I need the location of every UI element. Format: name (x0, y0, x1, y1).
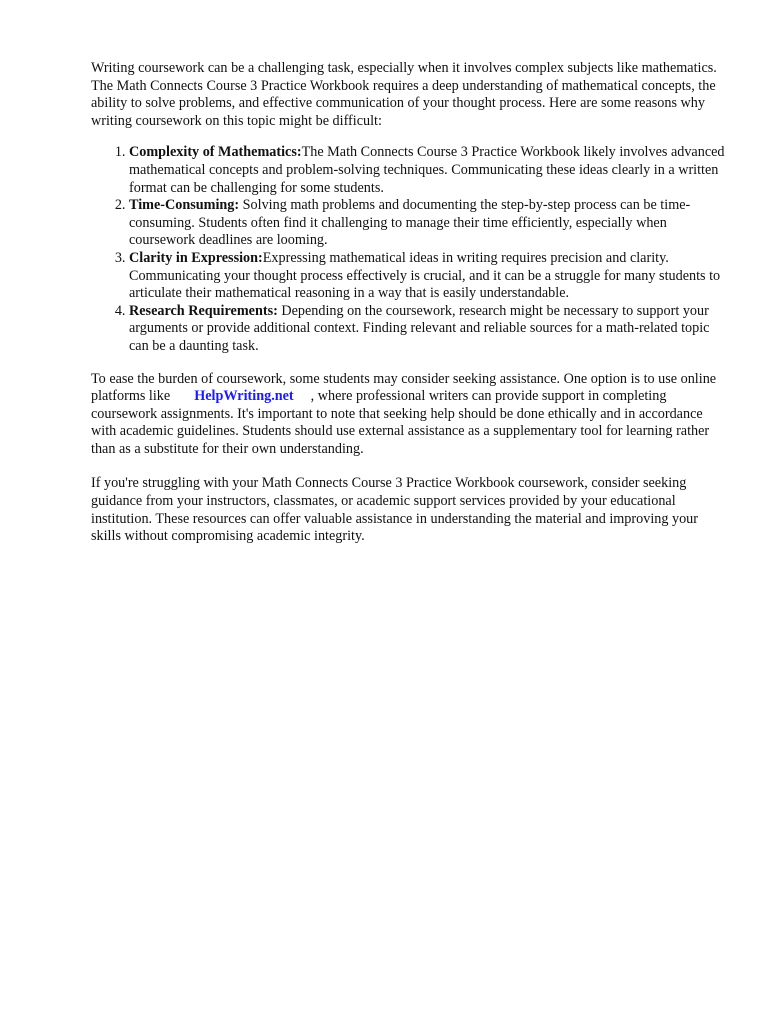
list-item (129, 250, 731, 303)
reason-term: Complexity of Mathematics: (129, 144, 302, 161)
closing-paragraph: If you're struggling with your Math Connects Course 3 Practice Workbook coursework, consider seeking guidance from your instructors, classmates, or academic support services provided by your educational institution. These resources can offer valuable assistance in understanding the material and improving your skills without compromising academic integrity. (91, 475, 699, 545)
document-page (91, 60, 731, 546)
list-item (129, 303, 731, 356)
reason-term: Clarity in Expression: (129, 249, 263, 266)
assistance-text-before: To ease the burden of coursework, some students may consider seeking assistance. One option is to use online platforms like (91, 370, 717, 405)
list-item (129, 197, 731, 250)
helpwriting-link[interactable]: HelpWriting.net (194, 388, 294, 405)
reason-term: Research Requirements: (129, 302, 278, 319)
assistance-paragraph (91, 371, 731, 459)
intro-paragraph: Writing coursework can be a challenging task, especially when it involves complex subjects like mathematics. The Math Connects Course 3 Practice Workbook requires a deep understanding of mathematical concepts, the ability to solve problems, and effective communication of your thought process. Here are some reasons why writing coursework on this topic might be difficult: (91, 60, 717, 129)
reason-term: Time-Consuming: (129, 197, 240, 214)
list-item (129, 144, 731, 197)
assistance-text-after: , where professional writers can provide support in completing coursework assignments. It's important to note that seeking help should be done ethically and in accordance with academic guidelines. Students should use external assistance as a supplementary tool for learning rather than as a substitute for their own understanding. (91, 388, 710, 457)
reason-text: The Math Connects Course 3 Practice Workbook likely involves advanced mathematical concepts and problem-solving techniques. Communicating these ideas clearly in a written format can be challenging for some students. (129, 144, 725, 196)
reasons-list (91, 144, 731, 355)
reason-text: Expressing mathematical ideas in writing requires precision and clarity. Communicating your thought process effectively is crucial, and it can be a struggle for many students to articulate their mathematical reasoning in a way that is easily understandable. (129, 249, 721, 302)
reason-text: Solving math problems and documenting the step-by-step process can be time-consuming. Students often find it challenging to manage their time efficiently, especially when coursework deadlines are looming. (129, 197, 691, 249)
reason-text: Depending on the coursework, research might be necessary to support your arguments or provide additional context. Finding relevant and reliable sources for a math-related topic can be a daunting task. (129, 302, 710, 354)
